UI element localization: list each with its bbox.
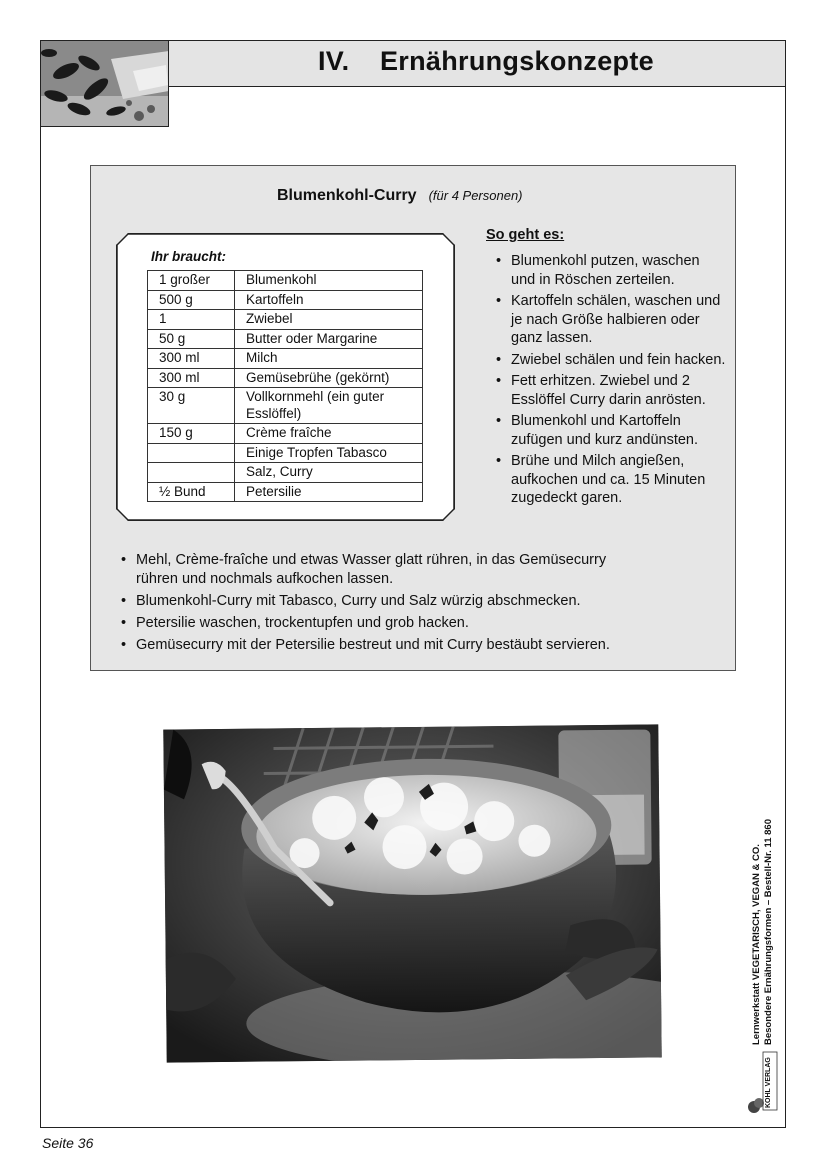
table-row <box>148 388 423 424</box>
chapter-title-text: Ernährungskonzepte <box>380 46 654 76</box>
steps-continued-list <box>121 551 721 658</box>
ingredient-item: Salz, Curry <box>235 463 423 483</box>
ingredient-qty: 300 ml <box>148 349 235 369</box>
recipe-servings: (für 4 Personen) <box>428 188 523 203</box>
publication-info <box>751 819 775 1045</box>
list-item: • Blumenkohl-Curry mit Tabasco, Curry und Salz würzig abschmecken. <box>121 592 721 611</box>
table-row <box>148 271 423 291</box>
list-item: • Gemüsecurry mit der Petersilie bestreut und mit Curry bestäubt servieren. <box>121 636 721 655</box>
ingredient-qty: 500 g <box>148 290 235 310</box>
ingredient-item: Zwiebel <box>235 310 423 330</box>
header-herb-photo <box>40 40 169 127</box>
ingredient-item: Milch <box>235 349 423 369</box>
ingredient-item: Einige Tropfen Tabasco <box>235 443 423 463</box>
table-row <box>148 482 423 502</box>
list-item: • Blumenkohl putzen, waschen und in Röschen zerteilen. <box>496 252 726 289</box>
ingredient-item: Gemüsebrühe (gekörnt) <box>235 368 423 388</box>
list-item: • Mehl, Crème-fraîche und etwas Wasser glatt rühren, in das Gemüsecurry rühren und nochmals aufkochen lassen. <box>121 551 646 588</box>
table-row <box>148 310 423 330</box>
ingredient-qty: 1 <box>148 310 235 330</box>
page-number: Seite 36 <box>42 1135 94 1151</box>
table-row <box>148 463 423 483</box>
steps-heading: So geht es: <box>486 227 565 243</box>
cauliflower-curry-photo <box>163 724 661 1062</box>
table-row <box>148 368 423 388</box>
ingredient-qty: 1 großer <box>148 271 235 291</box>
ingredient-qty: 150 g <box>148 424 235 444</box>
list-item: • Fett erhitzen. Zwiebel und 2 Esslöffel Curry darin anrösten. <box>496 372 726 409</box>
table-row <box>148 329 423 349</box>
steps-list <box>496 252 726 511</box>
ingredient-qty: 50 g <box>148 329 235 349</box>
chapter-title <box>318 46 654 77</box>
ingredient-qty: 30 g <box>148 388 235 424</box>
ingredient-item: Kartoffeln <box>235 290 423 310</box>
ingredient-item: Crème fraîche <box>235 424 423 444</box>
list-item: • Blumenkohl und Kartoffeln zufügen und kurz andünsten. <box>496 412 726 449</box>
ingredient-item: Butter oder Margarine <box>235 329 423 349</box>
list-item: • Kartoffeln schälen, waschen und je nach Größe halbieren oder ganz lassen. <box>496 292 726 348</box>
table-row <box>148 424 423 444</box>
list-item: • Petersilie waschen, trockentupfen und grob hacken. <box>121 614 721 633</box>
list-item: • Zwiebel schälen und fein hacken. <box>496 351 726 370</box>
ingredient-qty <box>148 463 235 483</box>
publication-line-1: Lernwerkstatt VEGETARISCH, VEGAN & CO. <box>751 844 762 1045</box>
publisher-name: KOHL VERLAG <box>765 1057 772 1108</box>
recipe-title-text: Blumenkohl-Curry <box>277 187 417 204</box>
ingredients-table <box>147 270 423 502</box>
ingredient-qty <box>148 443 235 463</box>
table-row <box>148 443 423 463</box>
publisher-logo <box>745 1050 781 1116</box>
ingredient-item: Blumenkohl <box>235 271 423 291</box>
table-row <box>148 349 423 369</box>
table-row <box>148 290 423 310</box>
chapter-number: IV. <box>318 46 350 76</box>
recipe-title <box>277 187 523 205</box>
ingredient-qty: ½ Bund <box>148 482 235 502</box>
publication-line-2: Besondere Ernährungsformen – Bestell-Nr. 11 860 <box>763 819 774 1045</box>
ingredient-qty: 300 ml <box>148 368 235 388</box>
ingredients-heading: Ihr braucht: <box>151 249 227 264</box>
list-item: • Brühe und Milch angießen, aufkochen und ca. 15 Minuten zugedeckt garen. <box>496 452 726 508</box>
ingredient-item: Vollkornmehl (ein guter Esslöffel) <box>235 388 423 424</box>
ingredient-item: Petersilie <box>235 482 423 502</box>
